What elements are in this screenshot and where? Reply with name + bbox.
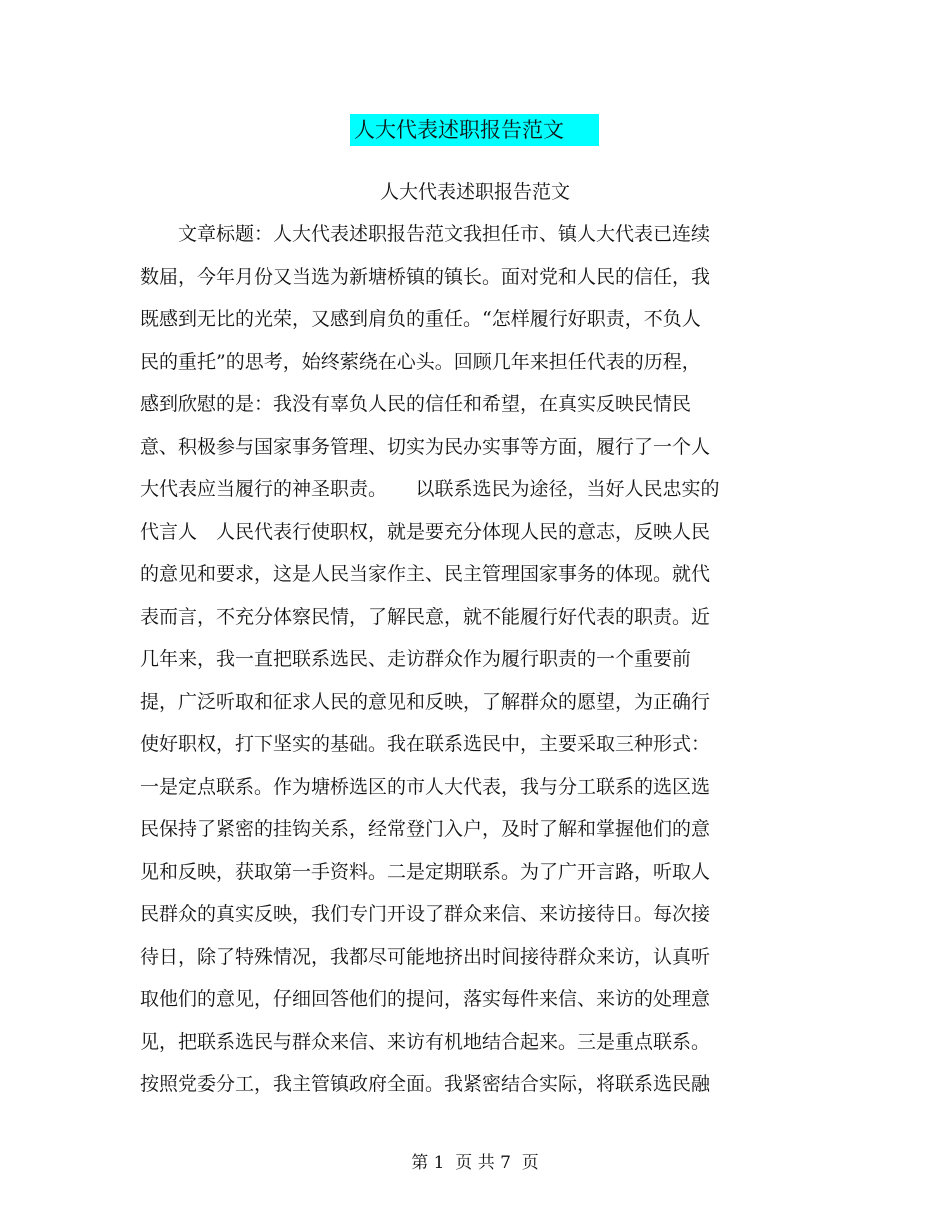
body-line: 代言人 人民代表行使职权，就是要充分体现人民的意志，反映人民 [140,520,711,543]
body-line: 见，把联系选民与群众来信、来访有机地结合起来。三是重点联系。 [140,1030,711,1053]
body-line: 取他们的意见，仔细回答他们的提问，落实每件来信、来访的处理意 [140,988,711,1010]
body-line: 待日，除了特殊情况，我都尽可能地挤出时间接待群众来访，认真听 [140,945,711,968]
body-line: 一是定点联系。作为塘桥选区的市人大代表，我与分工联系的选区选 [140,775,711,798]
body-line: 使好职权，打下坚实的基础。我在联系选民中，主要采取三种形式： [140,733,711,755]
body-line: 民群众的真实反映，我们专门开设了群众来信、来访接待日。每次接 [140,903,711,925]
body-line: 感到欣慰的是：我没有辜负人民的信任和希望，在真实反映民情民 [140,393,692,415]
body-line: 数届，今年月份又当选为新塘桥镇的镇长。面对党和人民的信任，我 [140,265,711,288]
body-line: 既感到无比的光荣，又感到肩负的重任。“怎样履行好职责，不负人 [140,308,701,330]
body-line: 民保持了紧密的挂钩关系，经常登门入户，及时了解和掌握他们的意 [140,818,711,840]
body-text [140,218,780,1111]
body-line: 按照党委分工，我主管镇政府全面。我紧密结合实际，将联系选民融 [140,1073,711,1095]
body-line: 几年来，我一直把联系选民、走访群众作为履行职责的一个重要前 [140,648,692,670]
body-line: 的意见和要求，这是人民当家作主、民主管理国家事务的体现。就代 [140,563,711,585]
body-line: 见和反映，获取第一手资料。二是定期联系。为了广开言路，听取人 [140,860,711,883]
body-line: 表而言，不充分体察民情，了解民意，就不能履行好代表的职责。近 [140,605,711,628]
body-line: 提，广泛听取和征求人民的意见和反映，了解群众的愿望，为正确行 [140,690,711,713]
body-line: 意、积极参与国家事务管理、切实为民办实事等方面，履行了一个人 [140,435,711,458]
body-line: 文章标题：人大代表述职报告范文我担任市、镇人大代表已连续 [140,223,711,245]
document-subtitle: 人大代表述职报告范文 [379,181,570,203]
body-line: 大代表应当履行的神圣职责。 以联系选民为途径，当好人民忠实的 [140,478,720,500]
body-line: 民的重托”的思考，始终萦绕在心头。回顾几年来担任代表的历程， [140,350,701,373]
page-number-footer: 第 1 页 共 7 页 [411,1153,539,1173]
document-title: 人大代表述职报告范文 [350,114,599,146]
